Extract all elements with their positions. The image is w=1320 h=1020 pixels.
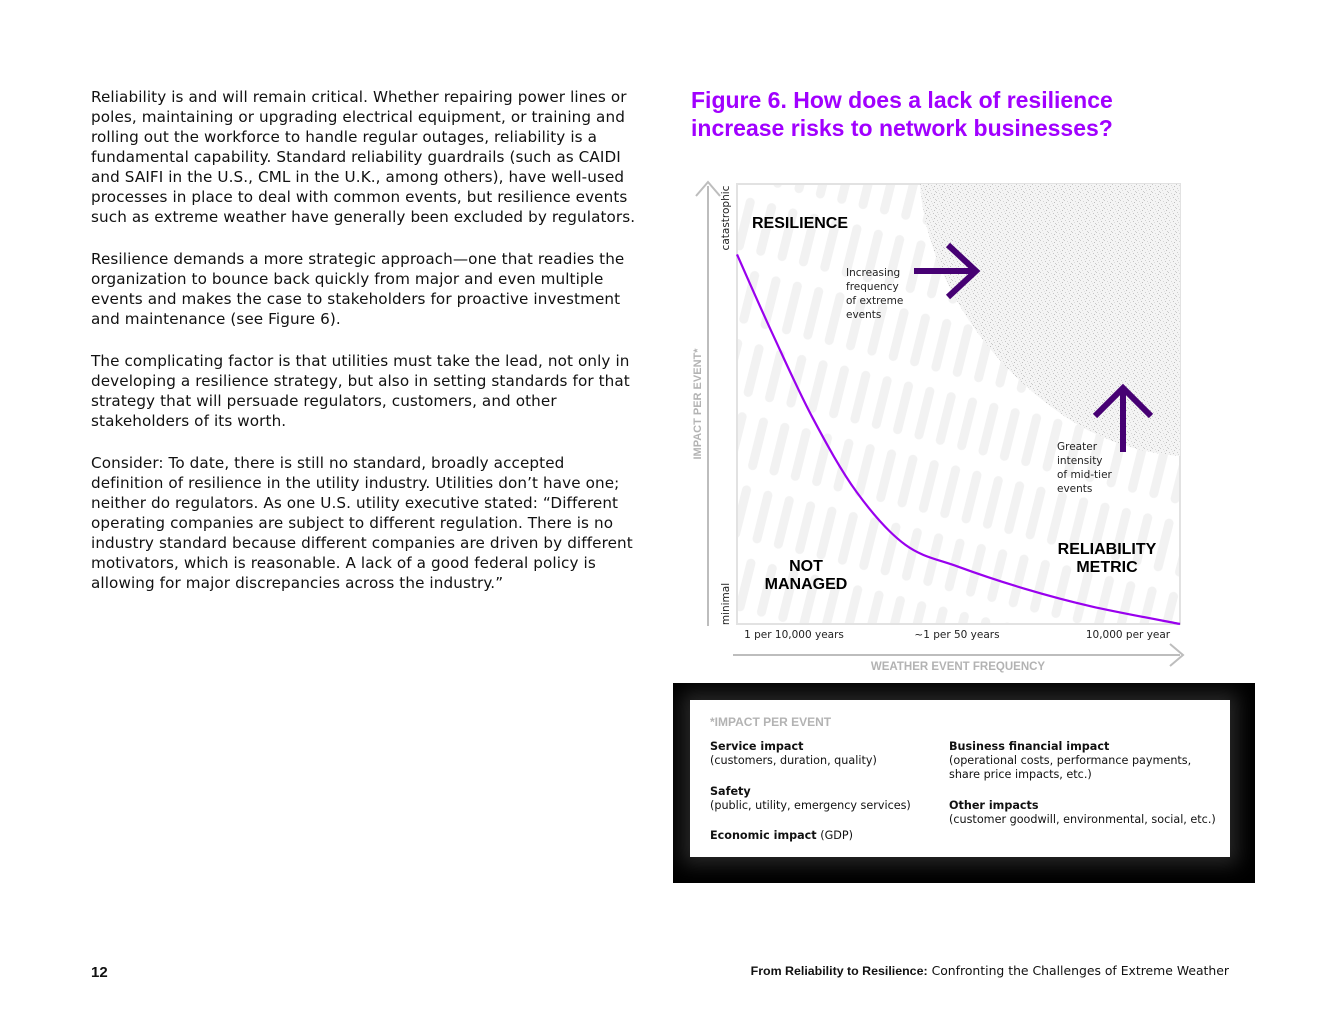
legend-item-label: Economic impact: [710, 829, 817, 842]
footer-title-bold: From Reliability to Resilience:: [750, 964, 928, 978]
legend-item-safety: [710, 785, 911, 813]
annotation-frequency-2: frequency: [846, 281, 899, 293]
annotation-intensity-2: intensity: [1057, 455, 1103, 467]
legend-item-desc: (GDP): [820, 829, 853, 842]
paragraph-4: Consider: To date, there is still no standard, broadly accepted definition of resilience in the utility industry. Utilities don’t have one; neither do regulators. As one U.S. utility executive stated: “Different operating companies are subject to different regulation. There is no industry standard because different companies are driven by different motivators, which is reasonable. A lack of a good federal policy is allowing for major discrepancies across the industry.”: [91, 454, 633, 592]
region-not-managed-label-1: NOT: [789, 558, 823, 575]
legend-item-desc: (operational costs, performance payments,: [949, 754, 1192, 767]
y-tick-top: catastrophic: [720, 185, 732, 251]
figure-title: Figure 6. How does a lack of resilience increase risks to network businesses?: [691, 87, 1113, 141]
region-reliability-label-2: METRIC: [1076, 559, 1138, 576]
legend-item-label: Other impacts: [949, 799, 1039, 812]
legend-item-desc: (public, utility, emergency services): [710, 799, 911, 812]
annotation-frequency-4: events: [846, 309, 882, 321]
legend-item-label: Service impact: [710, 740, 804, 753]
x-tick-2: ~1 per 50 years: [914, 629, 1000, 641]
y-axis-label: IMPACT PER EVENT*: [692, 348, 704, 460]
x-tick-3: 10,000 per year: [1085, 629, 1171, 641]
legend-item-service: [710, 740, 877, 768]
paragraph-3: The complicating factor is that utilities must take the lead, not only in developing a resilience strategy, but also in setting standards for that strategy that will persuade regulators, customers, and other stakeholders of its worth.: [91, 352, 630, 430]
legend-item-label: Safety: [710, 785, 751, 798]
legend-item-desc: (customers, duration, quality): [710, 754, 877, 767]
footer-title-rest: Confronting the Challenges of Extreme Weather: [931, 963, 1229, 978]
region-resilience-label: RESILIENCE: [752, 215, 849, 232]
body-text: [91, 87, 636, 615]
legend-item-business: [949, 740, 1191, 782]
y-tick-bottom: minimal: [720, 582, 732, 626]
legend-item-desc: (customer goodwill, environmental, social, etc.): [949, 813, 1216, 826]
annotation-intensity-4: events: [1057, 483, 1093, 495]
x-tick-1: 1 per 10,000 years: [744, 629, 844, 641]
legend-item-economic: [710, 829, 853, 843]
annotation-frequency-1: Increasing: [846, 267, 901, 279]
legend-title: *IMPACT PER EVENT: [710, 715, 832, 729]
legend-item-label: Business financial impact: [949, 740, 1110, 753]
x-axis-label: WEATHER EVENT FREQUENCY: [870, 661, 1046, 673]
paragraph-2: Resilience demands a more strategic approach—one that readies the organization to bounce back quickly from major and even multiple events and makes the case to stakeholders for proactive investment and maintenance (see Figure 6).: [91, 250, 625, 328]
impact-legend: [690, 700, 1230, 857]
legend-item-desc-2: share price impacts, etc.): [949, 768, 1092, 781]
region-reliability-label-1: RELIABILITY: [1057, 541, 1157, 558]
annotation-intensity-3: of mid-tier: [1057, 469, 1112, 481]
annotation-frequency-3: of extreme: [846, 295, 904, 307]
footer-title: [751, 963, 1229, 978]
figure-chart: [680, 176, 1200, 676]
legend-item-other: [949, 799, 1216, 827]
region-not-managed-label-2: MANAGED: [764, 576, 848, 593]
paragraph-1: Reliability is and will remain critical. Whether repairing power lines or poles, maintaining or upgrading electrical equipment, or training and rolling out the workforce to handle regular outages, reliability is a fundamental capability. Standard reliability guardrails (such as CAIDI and SAIFI in the U.S., CML in the U.K., among others), have well-used processes in place to deal with common events, but resilience events such as extreme weather have generally been excluded by regulators.: [91, 88, 636, 226]
page-number: 12: [91, 964, 108, 981]
annotation-intensity-1: Greater: [1057, 441, 1098, 453]
